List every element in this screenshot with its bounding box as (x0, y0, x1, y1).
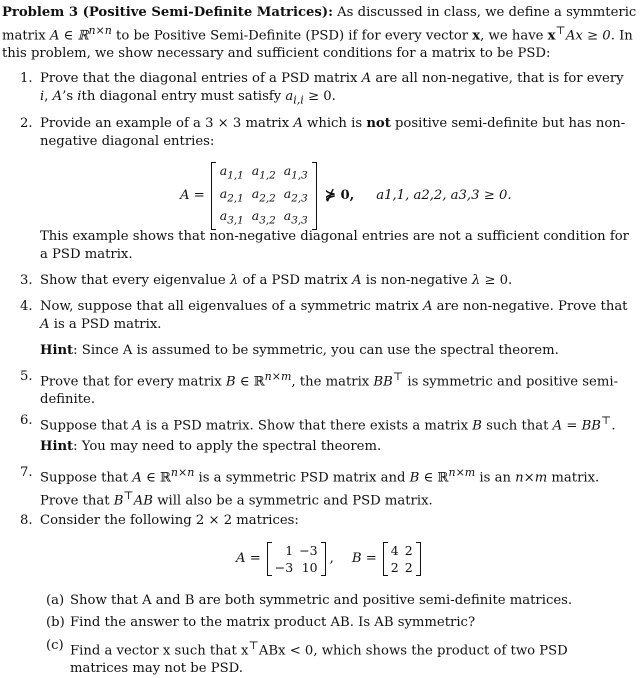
example-note: This example shows that non-negative diagonal entries are not a sufficient condition for a PSD matrix. (40, 229, 629, 262)
hint-4: Hint: Since A is assumed to be symmetric, you can use the spectral theorem. (40, 343, 559, 358)
problem-title: Problem 3 (Positive Semi-Definite Matrices): (2, 5, 333, 20)
list-item-6: 6. Suppose that A is a PSD matrix. Show that there exists a matrix B such that A = BB⊤. (20, 413, 616, 434)
subitem-c: (c) Find a vector x such that x⊤ABx < 0, which shows the product of two PSD matrices may not be PSD. (46, 638, 568, 677)
list-item-4: 4. Now, suppose that all eigenvalues of a symmetric matrix A are non-negative. Prove that A is a PSD matrix. (20, 299, 628, 332)
subitem-b: (b) Find the answer to the matrix product AB. Is AB symmetric? (46, 615, 476, 630)
list-item-3: 3. Show that every eigenvalue λ of a PSD matrix A is non-negative λ ≥ 0. (20, 273, 513, 288)
list-item-7: 7. Suppose that A ∈ ℝ$^{n\times n}$ is a symmetric PSD matrix and B ∈ ℝ$^{n\times m}$ is an n×m matrix. Prove that B⊤AB will also be a symmetric and PSD matrix. (20, 465, 600, 509)
matrix-3x3: $a_{1,1}$ $a_{1,2}$ $a_{1,3}$ $a_{2,1}$ $a_{2,2}$ $a_{2,3}$ $a_{3,1}$ $a_{3,2}$ $a_{3,3}$ (219, 163, 308, 227)
matrix-B: 4 2 2 2 (390, 543, 413, 575)
list-item-8: 8. Consider the following 2 × 2 matrices: (20, 513, 299, 528)
list-item-1: 1. Prove that the diagonal entries of a PSD matrix A are all non-negative, that is for every i, A’s ith diagonal entry must satisfy $a_{i,i} \ge 0$. (20, 71, 624, 107)
matrix-A: 1 −3 −3 10 (274, 543, 318, 575)
matrix-3x3-display: A = $a_{1,1}$ $a_{1,2}$ $a_{1,3}$ $a_{2,1}$ $a_{2,2}$ $a_{2,3}$ $a_{3,1}$ $a_{3,2}$ $a_{3,3}$ ⋡ 0, a1,1, a2,2, a3,3 ≥ 0. (180, 162, 512, 230)
problem-intro: Problem 3 (Positive Semi-Definite Matrices): As discussed in class, we define a symmteric matrix A ∈ ℝ$^{n\times n}$ to be Positive Semi-Definite (PSD) if for every vector x, we have x⊤Ax ≥ 0. In this problem, we show necessary and sufficient conditions for a matrix to be PSD: (2, 5, 637, 62)
matrices-2x2-display: A = 1 −3 −3 10 , B = 4 2 2 2 (236, 542, 421, 576)
hint-6: Hint: You may need to apply the spectral theorem. (40, 439, 382, 454)
list-item-2: 2. Provide an example of a 3 × 3 matrix A which is not positive semi-definite but has non-negative diagonal entries: (20, 116, 626, 149)
list-item-5: 5. Prove that for every matrix B ∈ ℝ$^{n\times m}$, the matrix BB⊤ is symmetric and positive semi-definite. (20, 369, 619, 408)
subitem-a: (a) Show that A and B are both symmetric and positive semi-definite matrices. (46, 593, 573, 608)
